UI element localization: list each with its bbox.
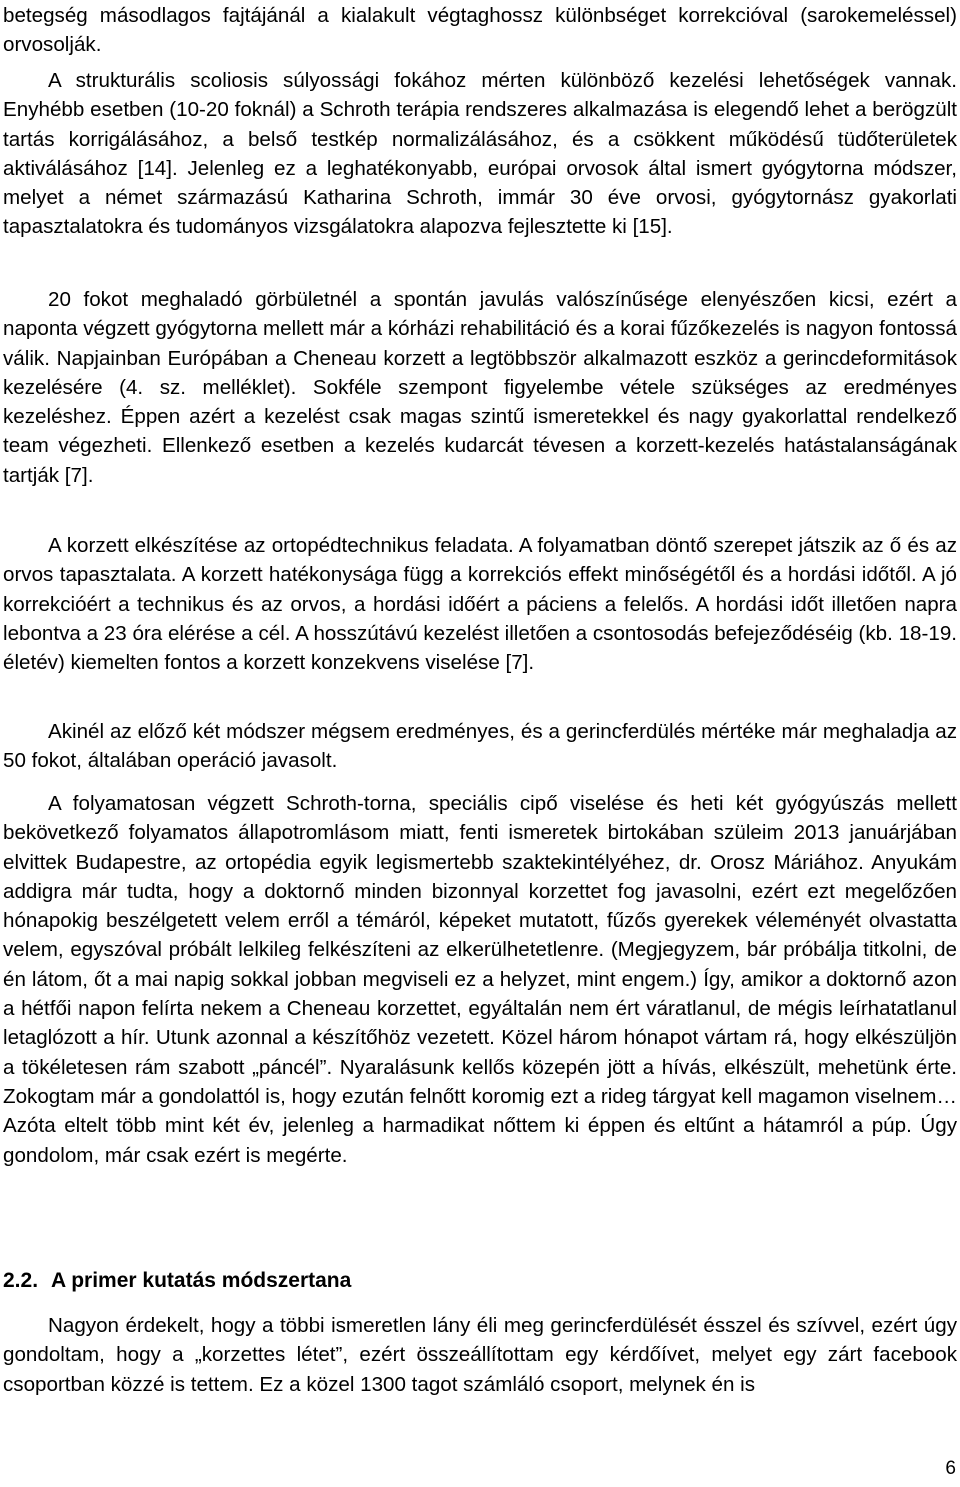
paragraph-strukturalis-scoliosis: A strukturális scoliosis súlyossági fokához mérten különböző kezelési lehetőségek vannak. Enyhébb esetben (10-20 foknál) a Schroth terápia rendszeres alkalmazása is elegendő lehet a berögzült tartás korrigálásához, a belső testkép normalizálásához, és a csökkent működésű tüdőterületek aktiválásához [14]. Jelenleg ez a leghatékonyabb, európai orvosok által ismert gyógytorna módszer, melyet a német származású Katharina Schroth, immár 30 éve orvosi, gyógytornász gyakorlati tapasztalatokra és tudományos vizsgálatokra alapozva fejlesztette ki [15]. xyxy=(3,69,957,239)
paragraph-primer-kutatas: Nagyon érdekelt, hogy a többi ismeretlen lány éli meg gerincferdülését ésszel és szívvel, ezért úgy gondoltam, hogy a „korzettes létet”, ezért összeállítottam egy kérdőívet, melyet egy zárt facebook csoportban közzé is tettem. Ez a közel 1300 tagot számláló csoport, melynek én is xyxy=(3,1314,957,1396)
paragraph-fuzo-intro: betegség másodlagos fajtájánál a kialakult végtaghossz különbséget korrekcióval (sarokemeléssel) orvosolják. xyxy=(3,4,957,57)
section-title: A primer kutatás módszertana xyxy=(51,1269,352,1292)
paragraph-operacio: Akinél az előző két módszer mégsem eredményes, és a gerincferdülés mértéke már meghaladja az 50 fokot, általában operáció javasolt. xyxy=(3,720,957,773)
page-number: 6 xyxy=(945,1458,956,1479)
section-heading xyxy=(3,1266,351,1295)
paragraph-szemelyes-tortenet: A folyamatosan végzett Schroth-torna, speciális cipő viselése és heti két gyógyúszás mellett bekövetkező folyamatos állapotromlásom miatt, fenti ismeretek birtokában szüleim 2013 januárjában elvittek Budapestre, az ortopédia egyik legismertebb szaktekintélyéhez, dr. Orosz Máriához. Anyukám addigra már tudta, hogy a doktornő minden bizonnyal korzettet fog javasolni, ezért ezt megelőzően hónapokig beszélgetett velem erről a témáról, képeket mutatott, fűzős gyerekek véleményét olvastatta velem, egyszóval próbált lelkileg felkészíteni az elkerülhetetlenre. (Megjegyzem, bár próbálja titkolni, de én látom, őt a mai napig sokkal jobban megviseli ez a helyzet, mint engem.) Így, amikor a doktornő azon a hétfői napon felírta nekem a Cheneau korzettet, egyáltalán nem ért váratlanul, de mégis leírhatatlanul letaglózott a hír. Utunk azonnal a készítőhöz vezetett. Közel három hónapot vártam rá, hogy elkészüljön a tökéletesen rám szabott „páncél”. Nyaralásunk kellős közepén jött a hívás, elkészült, mehetünk érte. Zokogtam már a gondolattól is, hogy ezután felnőtt koromig ezt a rideg tárgyat kell magamon viselnem… Azóta eltelt több mint két év, jelenleg a harmadikat nőttem ki éppen és eltűnt a hátamról a púp. Úgy gondolom, már csak ezért is megérte. xyxy=(3,792,957,1167)
paragraph-20-fokot-meghalado: 20 fokot meghaladó görbületnél a spontán javulás valószínűsége elenyészően kicsi, ezért a naponta végzett gyógytorna mellett már a kórházi rehabilitáció és a korai fűzőkezelés is nagyon fontossá válik. Napjainban Európában a Cheneau korzett a legtöbbször alkalmazott eszköz a gerincdeformitások kezelésére (4. sz. melléklet). Sokféle szempont figyelembe vétele szükséges az eredményes kezeléshez. Éppen azért a kezelést csak magas szintű ismeretekkel és nagy gyakorlattal rendelkező team végezheti. Ellenkező esetben a kezelés kudarcát tévesen a korzett-kezelés hatástalanságának tartják [7]. xyxy=(3,288,957,487)
section-number: 2.2. xyxy=(3,1269,39,1292)
paragraph-korzett-elkeszitese: A korzett elkészítése az ortopédtechnikus feladata. A folyamatban döntő szerepet játszik az ő és az orvos tapasztalata. A korzett hatékonysága függ a korrekciós effekt minőségétől és a hordási időtől. A jó korrekcióért a technikus és az orvos, a hordási időért a páciens a felelős. A hordási időt illetően napra lebontva a 23 óra elérése a cél. A hosszútávú kezelést illetően a csontosodás befejeződéséig (kb. 18-19. életév) kiemelten fontos a korzett konzekvens viselése [7]. xyxy=(3,534,957,675)
